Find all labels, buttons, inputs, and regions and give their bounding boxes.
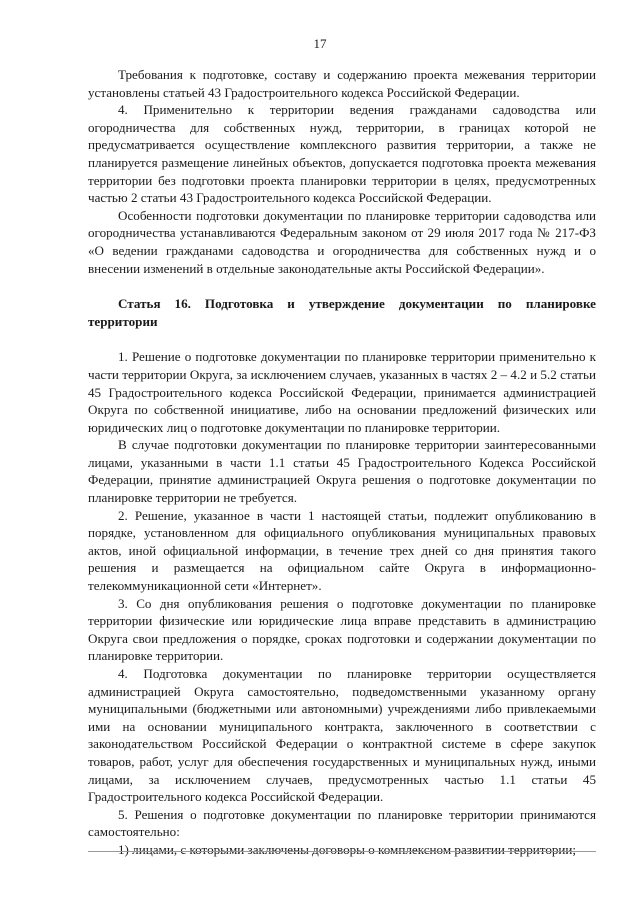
paragraph-item-3: 3. Со дня опубликования решения о подготовке документации по планировке территории физические или юридические лица вправе представить в администрацию Округа свои предложения о порядке, сроках подготовки и содержании документации по планировке территории.: [88, 595, 596, 664]
paragraph-subitem-1: 1) лицами, с которыми заключены договоры о комплексном развитии территории;: [118, 841, 577, 857]
footer-divider: [88, 851, 596, 852]
paragraph-item-4-preparation: 4. Подготовка документации по планировке территории осуществляется администрацией Округа самостоятельно, подведомственными указанному органу муниципальными (бюджетными или автономными) учреждениями либо привлекаемыми ими на основании муниципального контракта, заключенного в соответствии с законодательством Российской Федерации о контрактной системе в сфере закупок товаров, работ, услуг для обеспечения государственных и муниципальных нужд, иными лицами, за исключением случаев, предусмотренных частью 1.1 статьи 45 Градостроительного кодекса Российской Федерации.: [88, 666, 596, 805]
paragraph-gardening-features: Особенности подготовки документации по планировке территории садоводства или огородничества устанавливаются Федеральным законом от 29 июля 2017 года № 217-ФЗ «О ведении гражданами садоводства и огородничества для собственных нужд и о внесении изменений в отдельные законодательные акты Российской Федерации».: [88, 207, 596, 276]
page-number: 17: [313, 36, 327, 51]
document-body: [88, 66, 596, 859]
article-heading: Статья 16. Подготовка и утверждение документации по планировке территории: [88, 296, 596, 329]
paragraph-item-5: 5. Решения о подготовке документации по планировке территории принимаются самостоятельно:: [88, 806, 596, 840]
paragraph-survey-requirements: Требования к подготовке, составу и содержанию проекта межевания территории установлены статьей 43 Градостроительного кодекса Российской Федерации.: [88, 67, 596, 100]
paragraph-item-4: 4. Применительно к территории ведения гражданами садоводства или огородничества для собственных нужд, территории, в границах которой не предусматривается осуществление комплексного развития территории, а также не планируется размещение линейных объектов, допускается подготовка проекта межевания территории без подготовки проекта планировки территории в целях, предусмотренных частью 2 статьи 43 Градостроительного кодекса Российской Федерации.: [88, 102, 596, 206]
paragraph-item-2: 2. Решение, указанное в части 1 настоящей статьи, подлежит опубликованию в порядке, установленном для официального опубликования муниципальных правовых актов, иной официальной информации, в течение трех дней со дня принятия такого решения и размещается на официальном сайте Округа в информационно-телекоммуникационной сети «Интернет».: [88, 507, 596, 594]
paragraph-interested-parties: В случае подготовки документации по планировке территории заинтересованными лицами, указанными в части 1.1 статьи 45 Градостроительного Кодекса Российской Федерации, принятие администрацией Округа решения о подготовке документации по планировке территории не требуется.: [88, 437, 596, 506]
paragraph-item-1: 1. Решение о подготовке документации по планировке территории применительно к части территории Округа, за исключением случаев, указанных в частях 2 – 4.2 и 5.2 статьи 45 Градостроительного кодекса Российской Федерации, принимается администрацией Округа по собственной инициативе, либо на основании предложений физических или юридических лиц о подготовке документации по планировке территории.: [88, 349, 596, 435]
